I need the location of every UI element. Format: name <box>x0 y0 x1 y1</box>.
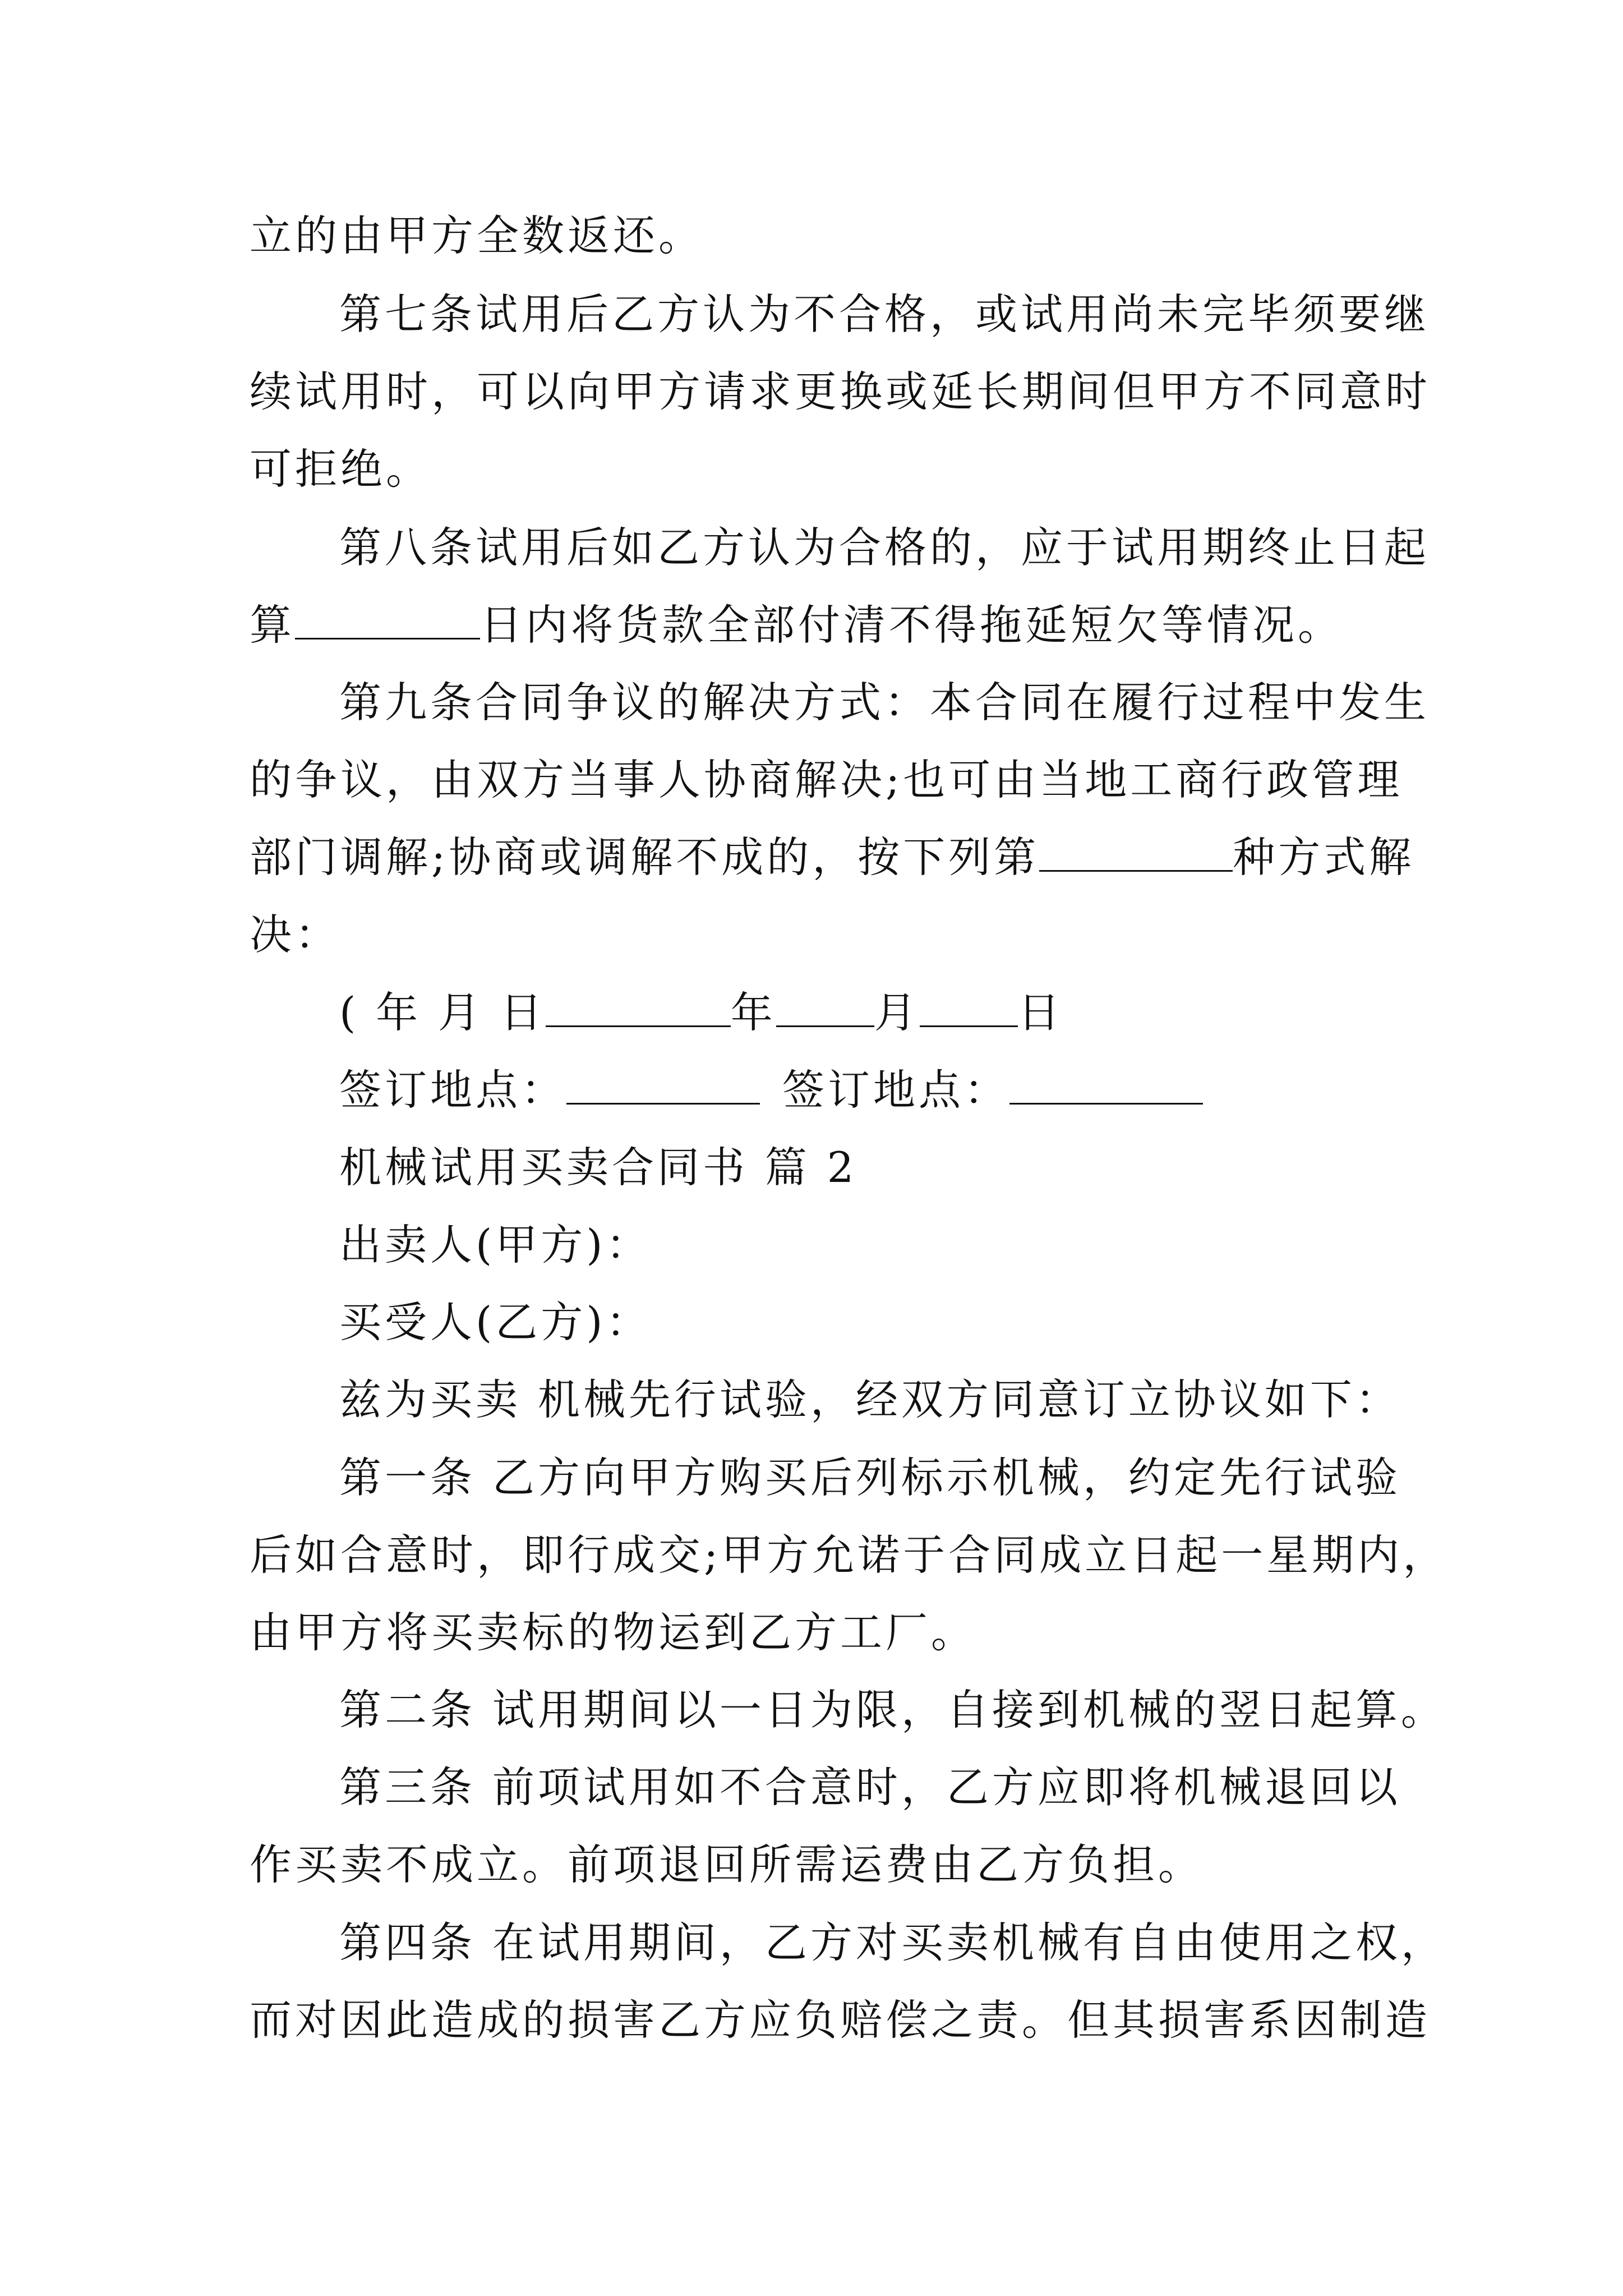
fill-in-blank <box>920 986 1018 1027</box>
text: 签订地点： <box>782 1065 1010 1115</box>
paragraph-line <box>250 752 1403 808</box>
text: 由甲方将买卖标的物运到乙方工厂。 <box>250 1608 977 1657</box>
date-line <box>339 984 1063 1041</box>
text: 买受人(乙方)： <box>339 1297 652 1347</box>
paragraph-line <box>250 364 1431 420</box>
fill-in-blank <box>776 986 874 1027</box>
text: 决： <box>250 910 341 959</box>
text: 机械试用买卖合同书 篇 2 <box>339 1143 857 1192</box>
text: 月 <box>874 988 920 1037</box>
text: 第九条合同争议的解决方式：本合同在履行过程中发生 <box>339 678 1430 727</box>
paragraph-line <box>250 1837 1204 1893</box>
article-7-line <box>339 286 1430 342</box>
buyer-line <box>339 1294 652 1350</box>
text: 签订地点： <box>339 1065 567 1115</box>
fill-in-blank <box>566 1064 760 1105</box>
article-3-line <box>339 1759 1401 1815</box>
paragraph-line <box>250 829 1414 885</box>
preamble-line <box>339 1372 1401 1428</box>
paragraph-line <box>250 1992 1431 2048</box>
article-9-line <box>339 674 1430 730</box>
text: 日内将货款全部付清不得拖延短欠等情况。 <box>480 600 1344 650</box>
fill-in-blank <box>295 599 480 639</box>
text: 种方式解 <box>1233 832 1415 882</box>
text: 立的由甲方全数返还。 <box>250 211 704 260</box>
text: 后如合意时，即行成交;甲方允诺于合同成立日起一星期内， <box>250 1530 1449 1580</box>
signing-place-line <box>339 1062 1203 1118</box>
text: 部门调解;协商或调解不成的，按下列第 <box>250 832 1040 882</box>
fill-in-blank <box>1009 1064 1203 1105</box>
text: 第三条 前项试用如不合意时，乙方应即将机械退回以 <box>339 1763 1401 1812</box>
text: 作买卖不成立。前项退回所需运费由乙方负担。 <box>250 1840 1204 1889</box>
paragraph-line <box>250 907 340 963</box>
text: 第一条 乙方向甲方购买后列标示机械，约定先行试验 <box>339 1453 1401 1502</box>
text: ( 年 月 日 <box>339 988 546 1037</box>
text: 日 <box>1017 988 1063 1037</box>
text: 第七条试用后乙方认为不合格，或试用尚未完毕须要继 <box>339 289 1430 339</box>
text: 算 <box>250 600 296 650</box>
text: 的争议，由双方当事人协商解决;也可由当地工商行政管理 <box>250 755 1403 804</box>
text: 续试用时，可以向甲方请求更换或延长期间但甲方不同意时 <box>250 367 1431 416</box>
text: 兹为买卖 机械先行试验，经双方同意订立协议如下： <box>339 1375 1401 1424</box>
paragraph-line <box>250 441 431 497</box>
text: 第八条试用后如乙方认为合格的，应于试用期终止日起 <box>339 523 1430 572</box>
fill-in-blank <box>546 986 731 1027</box>
article-8-line <box>339 519 1430 576</box>
paragraph-line <box>250 208 704 264</box>
paragraph-line <box>250 597 1343 653</box>
paragraph-line <box>250 1604 976 1660</box>
seller-line <box>339 1217 652 1273</box>
section-title <box>339 1139 857 1195</box>
text: 第二条 试用期间以一日为限，自接到机械的翌日起算。 <box>339 1685 1446 1734</box>
text: 年 <box>730 988 776 1037</box>
text: 第四条 在试用期间，乙方对买卖机械有自由使用之权， <box>339 1918 1446 1967</box>
fill-in-blank <box>1039 831 1233 872</box>
text: 而对因此造成的损害乙方应负赔偿之责。但其损害系因制造 <box>250 1995 1431 2045</box>
article-1-line <box>339 1450 1401 1506</box>
text: 可拒绝。 <box>250 444 432 494</box>
article-4-line <box>339 1915 1446 1971</box>
text: 出卖人(甲方)： <box>339 1220 652 1269</box>
article-2-line <box>339 1682 1446 1738</box>
paragraph-line <box>250 1527 1448 1583</box>
